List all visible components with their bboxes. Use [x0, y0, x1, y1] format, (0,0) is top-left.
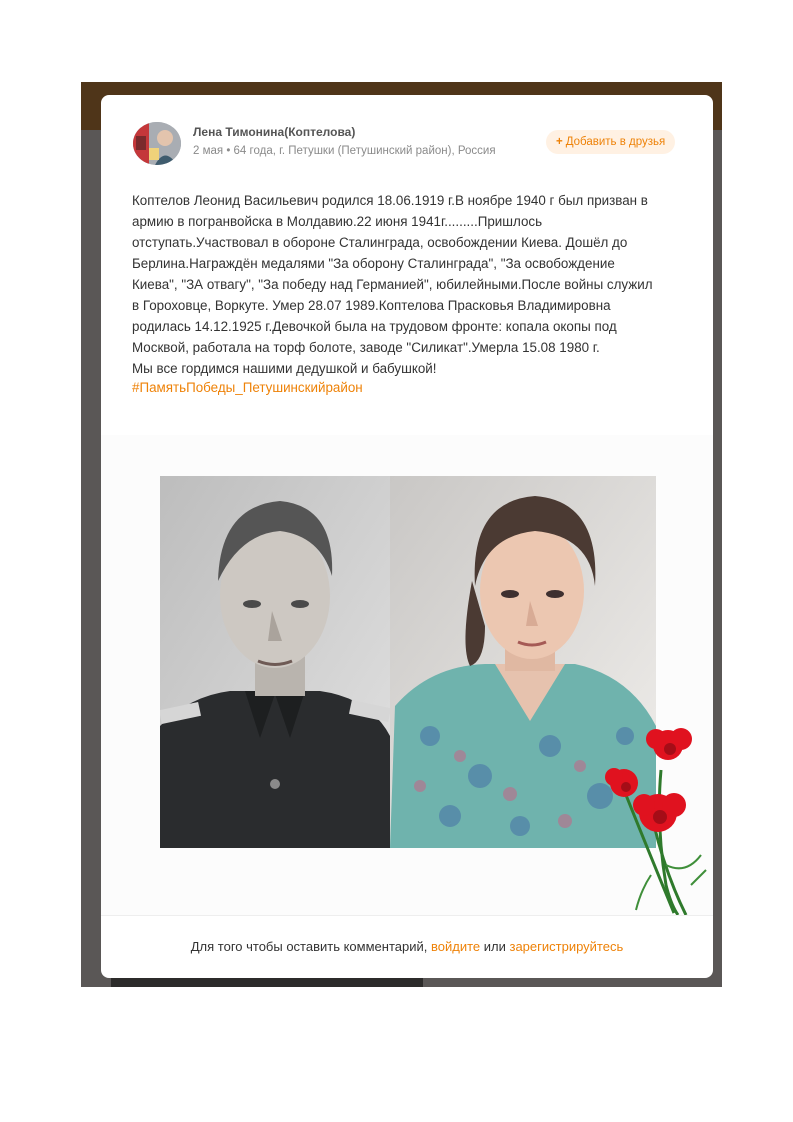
author-meta: 2 мая • 64 года, г. Петушки (Петушинский район), Россия	[193, 145, 496, 157]
post-text: Коптелов Леонид Васильевич родился 18.06.1919 г.В ноябре 1940 г был призван в армию в погранвойска в Молдавию.22 июня 1941г.........Пришлось отступать.Участвовал в обороне Сталинграда, освобождении Киева. Дошёл до Берлина.Награждён медалями "За оборону Сталинграда", "За освобождение Киева", "ЗА отвагу", "За победу над Германией", юбилейными.После войны служил в Гороховце, Воркуте. Умер 28.07 1989.Коптелова Прасковья Владимировна родилась 14.12.1925 г.Девочкой была на трудовом фронте: копала окопы под Москвой, работала на торф болоте, заводе "Силикат".Умерла 15.08 1980 г. Мы все гордимся нашими дедушкой и бабушкой!	[132, 193, 653, 376]
comment-prompt-text: Для того чтобы оставить комментарий,	[190, 939, 428, 954]
post-photo-area	[101, 435, 713, 915]
plus-icon: +	[556, 136, 563, 148]
comment-or-text: или	[483, 939, 506, 954]
author-avatar[interactable]	[133, 122, 181, 165]
carnation-flowers-decoration	[596, 725, 713, 915]
post-modal	[101, 95, 713, 978]
comments-divider	[101, 915, 713, 916]
post-photo[interactable]	[160, 476, 656, 848]
add-friend-button[interactable]	[546, 130, 675, 154]
portrait-man-image	[160, 476, 390, 848]
comment-login-prompt	[101, 939, 713, 954]
post-hashtag[interactable]: #ПамятьПобеды_Петушинскийрайон	[132, 380, 363, 395]
login-link[interactable]: войдите	[430, 939, 481, 954]
register-link[interactable]: зарегистрируйтесь	[509, 939, 624, 954]
author-name[interactable]: Лена Тимонина(Коптелова)	[193, 125, 356, 139]
add-friend-label: Добавить в друзья	[565, 136, 666, 148]
